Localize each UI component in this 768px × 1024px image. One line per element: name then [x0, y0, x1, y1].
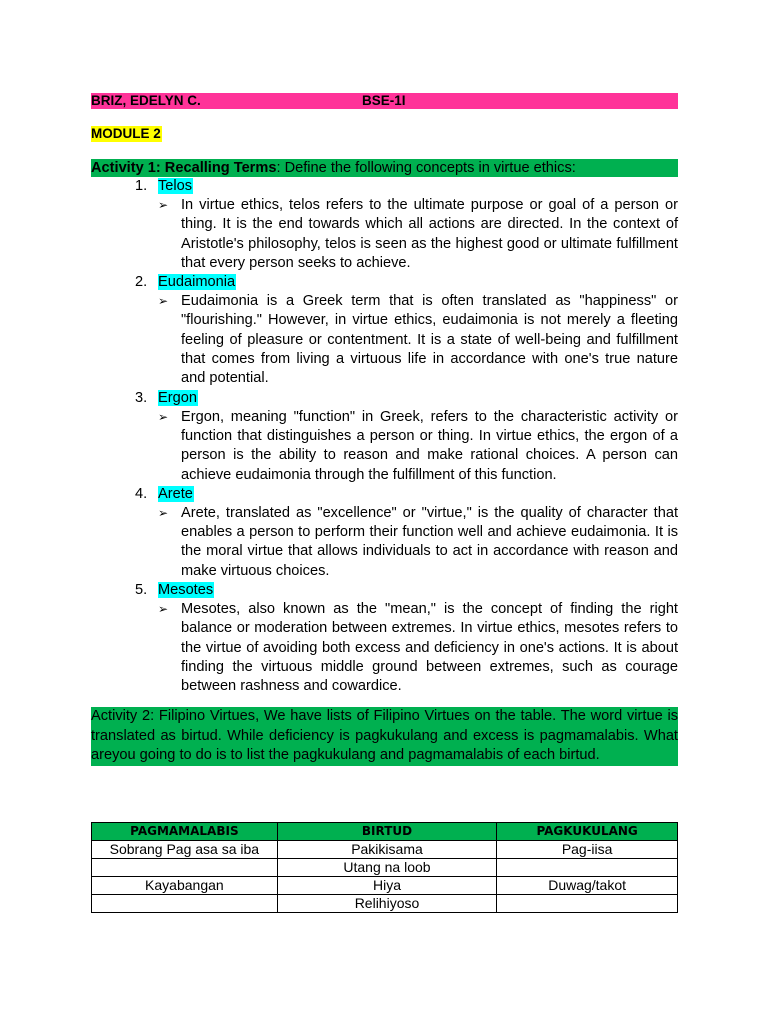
term-definition	[158, 408, 678, 485]
term-label: Telos	[158, 178, 193, 194]
term-item	[0, 485, 768, 581]
table-row	[92, 877, 678, 895]
term-label: Ergon	[158, 389, 197, 406]
course-code: BSE-1I	[362, 93, 406, 108]
cell-pagmamalabis: Sobrang Pag asa sa iba	[92, 841, 278, 859]
table-row	[92, 841, 678, 859]
term-item	[0, 581, 768, 696]
activity1-instruction: : Define the following concepts in virtue ethics:	[276, 160, 576, 176]
term-title	[135, 389, 768, 408]
arrow-bullet-icon: ➢	[158, 409, 169, 424]
cell-pagkukulang: Duwag/takot	[497, 877, 678, 895]
virtues-table	[91, 822, 678, 913]
table-row	[92, 895, 678, 913]
term-item	[0, 177, 768, 273]
cell-pagkukulang	[497, 859, 678, 877]
term-title	[135, 581, 768, 600]
arrow-bullet-icon: ➢	[158, 602, 169, 617]
definition-text: Mesotes, also known as the "mean," is the concept of finding the right balance or moderation between extremes. In virtue ethics, mesotes refers to the virtue of avoiding both excess and deficiency in one's actions. It is about finding the virtuous middle ground between extremes, such as courage between rashness and cowardice.	[181, 601, 678, 695]
term-definition	[158, 196, 678, 273]
term-label: Arete	[158, 485, 193, 502]
arrow-bullet-icon: ➢	[158, 198, 169, 212]
term-title	[135, 177, 768, 196]
column-header-pagkukulang: PAGKUKULANG	[497, 823, 678, 841]
cell-birtud: Pakikisama	[277, 841, 497, 859]
term-number: 2.	[135, 274, 148, 291]
cell-birtud: Utang na loob	[277, 859, 497, 877]
arrow-bullet-icon: ➢	[158, 294, 169, 309]
cell-pagmamalabis: Kayabangan	[92, 877, 278, 895]
arrow-bullet-icon: ➢	[158, 505, 169, 520]
term-definition	[158, 292, 678, 388]
column-header-pagmamalabis: PAGMAMALABIS	[92, 823, 278, 841]
term-definition	[158, 600, 678, 696]
definition-text: Ergon, meaning "function" in Greek, refers to the characteristic activity or function that distinguishes a person or thing. In virtue ethics, the ergon of a person is the ability to reason and make rational choices. A person can achieve eudaimonia through the fulfillment of this function.	[181, 408, 678, 483]
term-item	[0, 273, 768, 388]
column-header-birtud: BIRTUD	[277, 823, 497, 841]
activity2-instructions: Activity 2: Filipino Virtues, We have lists of Filipino Virtues on the table. The word virtue is translated as birtud. While deficiency is pagkukulang and excess is pagmamalabis. What areyou going to do is to list the pagkukulang and pagmamalabis of each birtud.	[91, 707, 678, 766]
definition-text: In virtue ethics, telos refers to the ultimate purpose or goal of a person or thing. It is the end towards which all actions are directed. In the context of Aristotle's philosophy, telos is seen as the highest good or ultimate fulfillment that every person seeks to achieve.	[181, 197, 678, 271]
cell-pagkukulang: Pag-iisa	[497, 841, 678, 859]
term-number: 5.	[135, 582, 148, 599]
term-title	[135, 273, 768, 292]
definition-text: Arete, translated as "excellence" or "virtue," is the quality of character that enables a person to perform their function well and achieve eudaimonia. It is the moral virtue that allows individuals to act in accordance with reason and make virtuous choices.	[181, 504, 678, 579]
activity1-heading	[91, 159, 678, 177]
term-definition	[158, 504, 678, 581]
term-number: 4.	[135, 485, 148, 502]
student-header	[91, 93, 678, 109]
cell-pagmamalabis	[92, 859, 278, 877]
table-header-row	[92, 823, 678, 841]
cell-pagkukulang	[497, 895, 678, 913]
term-item	[0, 389, 768, 485]
term-number: 1.	[135, 178, 148, 194]
cell-pagmamalabis	[92, 895, 278, 913]
activity1-title: Activity 1: Recalling Terms	[91, 160, 277, 176]
term-label: Eudaimonia	[158, 274, 236, 291]
term-number: 3.	[135, 389, 148, 406]
term-label: Mesotes	[158, 582, 214, 599]
term-title	[135, 485, 768, 504]
cell-birtud: Relihiyoso	[277, 895, 497, 913]
table-row	[92, 859, 678, 877]
terms-list	[0, 177, 768, 697]
cell-birtud: Hiya	[277, 877, 497, 895]
definition-text: Eudaimonia is a Greek term that is often translated as "happiness" or "flourishing." However, in virtue ethics, eudaimonia is not merely a fleeting feeling of pleasure or contentment. It is a state of well-being and fulfillment that comes from living a virtuous life in accordance with one's true nature and potential.	[181, 293, 678, 387]
student-name: BRIZ, EDELYN C.	[91, 93, 201, 108]
module-title: MODULE 2	[91, 126, 161, 141]
